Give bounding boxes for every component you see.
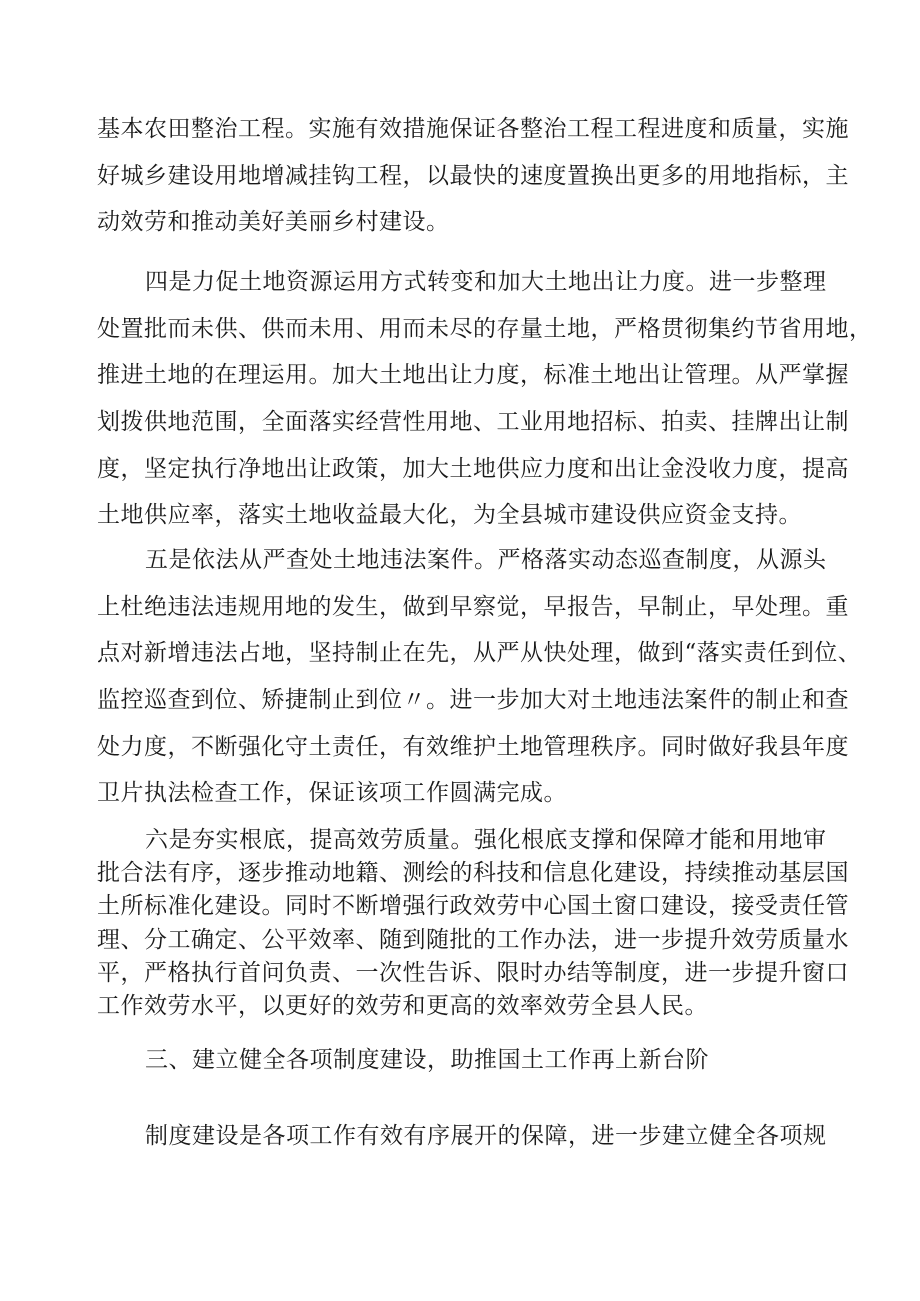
text-line: 五是依法从严查处土地违法案件。严格落实动态巡查制度，从源头	[145, 547, 827, 573]
text-line: 处力度，不断强化守土责任，有效维护土地管理秩序。同时做好我县年度	[97, 734, 849, 760]
text-line: 土地供应率，落实土地收益最大化，为全县城市建设供应资金支持。	[97, 502, 802, 528]
text-line: 六是夯实根底，提高效劳质量。强化根底支撑和保障才能和用地审	[145, 827, 827, 853]
text-line: 上杜绝违法违规用地的发生，做到早察觉，早报告，早制止，早处理。重	[97, 594, 849, 620]
text-line: 动效劳和推动美好美丽乡村建设。	[97, 209, 450, 235]
text-line: 基本农田整治工程。实施有效措施保证各整治工程工程进度和质量，实施	[97, 116, 849, 142]
text-line: 好城乡建设用地增减挂钩工程，以最快的速度置换出更多的用地指标，主	[97, 163, 849, 189]
text-line: 卫片执法检查工作，保证该项工作圆满完成。	[97, 780, 567, 806]
text-line: 监控巡查到位、矫捷制止到位〃。进一步加大对土地违法案件的制止和查	[97, 687, 849, 713]
text-line: 理、分工确定、公平效率、随到随批的工作办法，进一步提升效劳质量水	[97, 927, 849, 953]
text-line: 工作效劳水平，以更好的效劳和更高的效率效劳全县人民。	[97, 993, 708, 1019]
text-line: 批合法有序，逐步推动地籍、测绘的科技和信息化建设，持续推动基层国	[97, 860, 849, 886]
text-line: 土所标准化建设。同时不断增强行政效劳中心国土窗口建设，接受责任管	[97, 893, 849, 919]
text-line: 平，严格执行首问负责、一次性告诉、限时办结等制度，进一步提升窗口	[97, 960, 849, 986]
text-line: 制度建设是各项工作有效有序展开的保障，进一步建立健全各项规	[145, 1123, 827, 1149]
text-line: 处置批而未供、供而未用、用而未尽的存量土地，严格贯彻集约节省用地，	[97, 316, 873, 342]
text-line: 点对新增违法占地，坚持制止在先，从严从快处理，做到“落实责任到位、	[97, 640, 862, 666]
text-line: 四是力促土地资源运用方式转变和加大土地出让力度。进一步整理	[145, 269, 827, 295]
text-line: 划拨供地范围，全面落实经营性用地、工业用地招标、拍卖、挂牌出让制	[97, 409, 849, 435]
text-line: 度，坚定执行净地出让政策，加大土地供应力度和出让金没收力度，提高	[97, 456, 849, 482]
text-line: 三、建立健全各项制度建设，助推国土工作再上新台阶	[145, 1047, 709, 1073]
text-line: 推进土地的在理运用。加大土地出让力度，标准土地出让管理。从严掌握	[97, 362, 849, 388]
